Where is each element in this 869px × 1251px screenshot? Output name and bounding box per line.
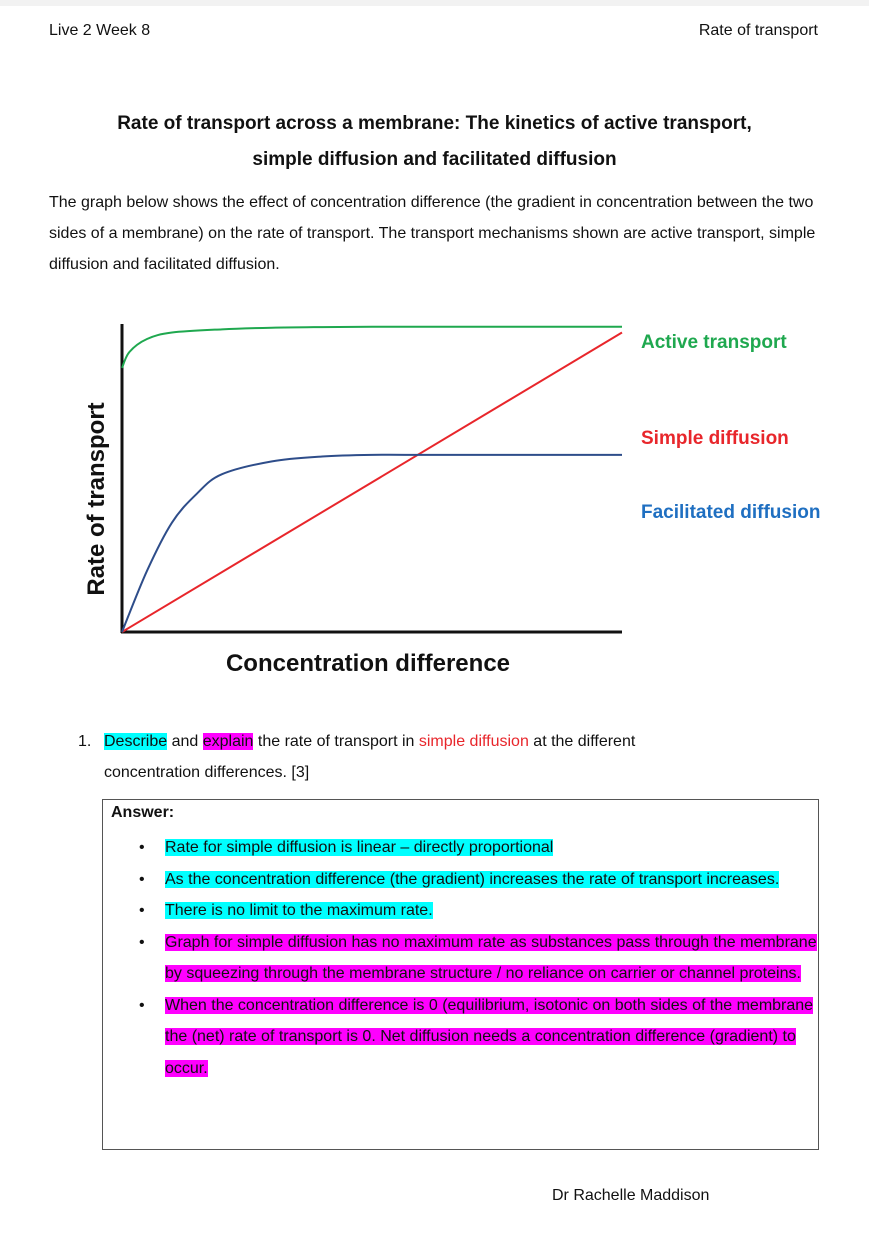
bullet-icon: • (139, 996, 145, 1014)
answer-item-text: When the concentration difference is 0 (equilibrium, isotonic on both sides of the membrane the (net) rate of transport is 0. Net diffusion needs a concentration difference (gradient) to occur. (165, 996, 814, 1077)
answer-item (103, 990, 818, 1085)
bullet-icon: • (139, 839, 145, 856)
answer-item (103, 864, 818, 896)
intro-paragraph: The graph below shows the effect of concentration difference (the gradient in concentration between the two sides of a membrane) on the rate of transport. The transport mechanisms shown are active transport, simple diffusion and facilitated diffusion. (49, 194, 816, 273)
question-number: 1. (78, 733, 92, 750)
question-1 (78, 726, 635, 788)
page-title-line-1: Rate of transport across a membrane: The kinetics of active transport, (117, 113, 752, 134)
page-title-line-2: simple diffusion and facilitated diffusion (252, 149, 617, 170)
question-text-mid: the rate of transport in (253, 733, 419, 750)
answer-item-text: Graph for simple diffusion has no maximum rate as substances pass through the membrane by squeezing through the membrane structure / no reliance on carrier or channel proteins. (165, 933, 817, 982)
legend-label-facilitated-diffusion: Facilitated diffusion (641, 502, 821, 523)
keyword-simple-diffusion: simple diffusion (418, 733, 529, 750)
question-text-end: at the different (528, 733, 636, 750)
answer-label: Answer: (111, 804, 175, 821)
y-axis-label: Rate of transport (83, 402, 110, 596)
x-axis-label: Concentration difference (225, 650, 511, 677)
header-right: Rate of transport (698, 22, 818, 39)
header-left: Live 2 Week 8 (49, 22, 151, 39)
bullet-icon: • (139, 933, 145, 951)
answer-item (103, 895, 818, 927)
answer-item (103, 832, 818, 864)
answer-box (102, 799, 819, 1150)
keyword-describe: Describe (104, 733, 168, 750)
question-line-2: concentration differences. [3] (104, 764, 310, 781)
rate-of-transport-chart (75, 310, 855, 690)
keyword-explain: explain (202, 733, 254, 750)
author-footer: Dr Rachelle Maddison (552, 1187, 710, 1204)
series-line-simple-diffusion (122, 333, 622, 632)
legend-label-simple-diffusion: Simple diffusion (641, 428, 789, 449)
answer-list (103, 832, 818, 1084)
top-bar (0, 0, 869, 6)
answer-item-text: Rate for simple diffusion is linear – directly proportional (165, 839, 554, 856)
answer-item-text: As the concentration difference (the gradient) increases the rate of transport increases. (165, 870, 780, 888)
bullet-icon: • (139, 902, 145, 919)
answer-item (103, 927, 818, 990)
answer-item-text: There is no limit to the maximum rate. (165, 902, 433, 919)
series-line-active-transport (122, 327, 622, 368)
legend-label-active-transport: Active transport (641, 332, 787, 353)
question-text-and: and (167, 733, 203, 750)
bullet-icon: • (139, 870, 145, 888)
